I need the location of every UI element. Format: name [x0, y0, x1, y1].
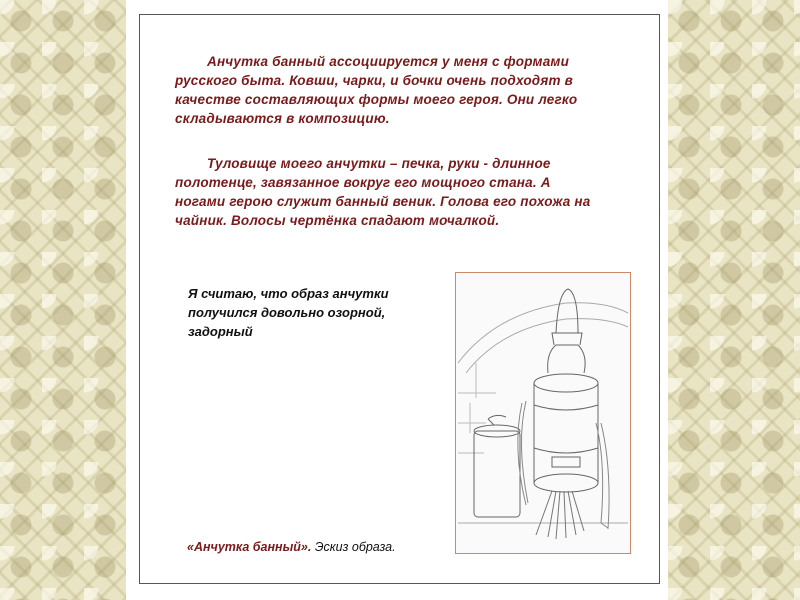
paragraph-association-text: Анчутка банный ассоциируется у меня с формами русского быта. Ковши, чарки, и бочки очень подходят в качестве составляющих формы моего героя. Они легко складываются в композицию. — [175, 54, 578, 126]
sketch-image — [455, 272, 631, 554]
caption-subtitle: Эскиз образа. — [314, 540, 396, 554]
left-ornament-panel — [0, 0, 126, 600]
right-ornament-panel — [668, 0, 800, 600]
paragraph-body-description — [175, 154, 595, 230]
opinion-text: Я считаю, что образ анчутки получился довольно озорной, задорный — [188, 286, 389, 339]
paragraph-body-description-text: Туловище моего анчутки – печка, руки - длинное полотенце, завязанное вокруг его мощного стана. А ногами герою служит банный веник. Голова его похожа на чайник. Волосы чертёнка спадают мочалкой. — [175, 156, 591, 228]
caption-title: «Анчутка банный». — [187, 540, 312, 554]
figure-caption — [187, 540, 396, 554]
paragraph-association — [175, 52, 605, 128]
anchutka-sketch-drawing — [456, 273, 630, 553]
